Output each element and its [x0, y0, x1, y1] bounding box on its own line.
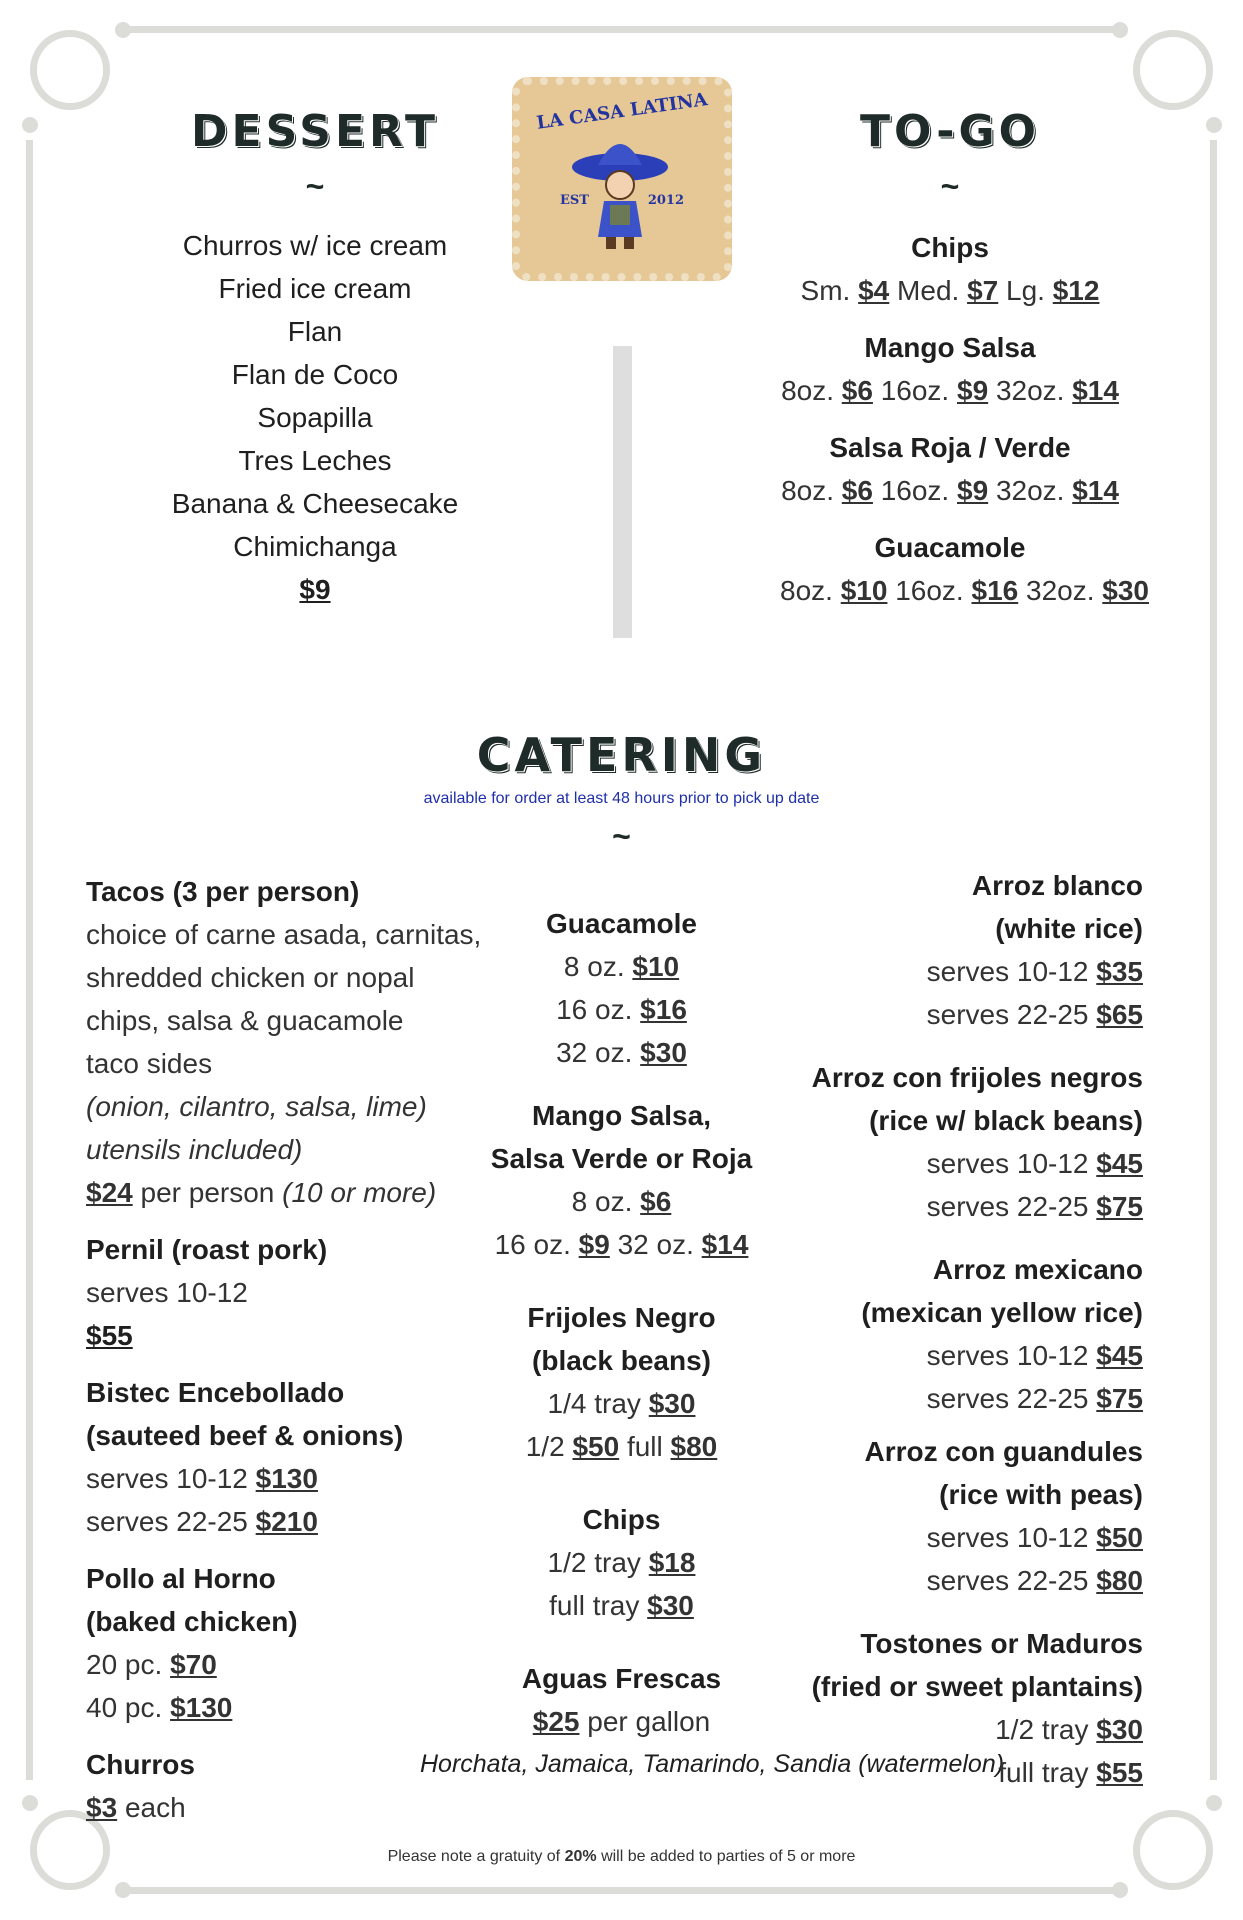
price: $14: [701, 1229, 749, 1260]
ornament-dot: [1206, 117, 1222, 133]
catering-right-column: [800, 864, 1143, 1794]
size-label: 1/2 tray: [995, 1714, 1089, 1745]
size-label: 1/2 tray: [547, 1547, 641, 1578]
item-description: utensils included): [86, 1134, 303, 1165]
item-description: choice of carne asada, carnitas,: [86, 919, 482, 950]
price: $30: [648, 1388, 696, 1419]
size-label: 1/4 tray: [547, 1388, 641, 1419]
price: $30: [1102, 575, 1149, 606]
serves-label: serves 22-25: [926, 999, 1089, 1030]
ornament-dot: [22, 1795, 38, 1811]
catering-item-name: Arroz con frijoles negros: [811, 1062, 1143, 1093]
dessert-item: Sopapilla: [257, 402, 373, 433]
catering-item-name: Mango Salsa,: [532, 1100, 711, 1131]
catering-item-name: Bistec Encebollado: [86, 1377, 345, 1408]
price: $3: [86, 1792, 118, 1823]
dessert-item: Fried ice cream: [218, 273, 412, 304]
size-label: 8oz.: [781, 475, 834, 506]
serves-label: serves 10-12: [926, 1148, 1089, 1179]
price: $9: [957, 475, 989, 506]
size-label: full: [626, 1431, 663, 1462]
frame-right: [1210, 140, 1217, 1780]
price: $6: [841, 475, 873, 506]
price: $9: [957, 375, 989, 406]
item-description: shredded chicken or nopal: [86, 962, 415, 993]
price: $10: [840, 575, 888, 606]
size-label: 20 pc.: [86, 1649, 163, 1680]
dessert-item: Tres Leches: [238, 445, 392, 476]
logo-year: 2012: [647, 193, 684, 208]
price: $75: [1096, 1191, 1143, 1222]
catering-item-name: Churros: [86, 1749, 195, 1780]
price: $130: [170, 1692, 233, 1723]
price: $50: [1096, 1522, 1143, 1553]
price: $24: [86, 1177, 133, 1208]
catering-heading: CATERING: [476, 728, 767, 782]
dessert-list: [140, 224, 490, 611]
size-label: 8 oz.: [563, 951, 625, 982]
price: $55: [1096, 1757, 1143, 1788]
catering-item-name: Frijoles Negro: [527, 1302, 716, 1333]
catering-item-name: Chips: [582, 1504, 661, 1535]
ornament-dot: [1112, 22, 1128, 38]
ornament-dot: [1206, 1795, 1222, 1811]
size-label: 40 pc.: [86, 1692, 163, 1723]
frame-top: [130, 26, 1113, 33]
togo-heading: TO-GO: [859, 106, 1040, 157]
gratuity-text: will be added to parties of 5 or more: [601, 1848, 856, 1865]
catering-subtitle: available for order at least 48 hours prior to pick up date: [423, 790, 820, 807]
item-description: chips, salsa & guacamole: [86, 1005, 404, 1036]
gratuity-percent: 20%: [564, 1848, 597, 1865]
size-label: 16oz.: [895, 575, 964, 606]
catering-item-name: Salsa Verde or Roja: [490, 1143, 753, 1174]
price: $16: [971, 575, 1019, 606]
price: $30: [1096, 1714, 1143, 1745]
item-description: (fried or sweet plantains): [811, 1671, 1143, 1702]
item-description: (sauteed beef & onions): [86, 1420, 404, 1451]
logo-est: EST: [560, 193, 589, 208]
size-label: 1/2: [525, 1431, 565, 1462]
restaurant-logo: [512, 77, 732, 281]
catering-left-column: [86, 870, 482, 1829]
item-description: (rice with peas): [939, 1479, 1143, 1510]
ornament-dot: [115, 1882, 131, 1898]
price: $65: [1096, 999, 1143, 1030]
price: $7: [967, 275, 999, 306]
size-label: 32oz.: [1026, 575, 1095, 606]
togo-list: [780, 226, 1149, 612]
corner-ornament-tl: [30, 30, 110, 110]
item-description: (rice w/ black beans): [869, 1105, 1143, 1136]
size-label: 16 oz.: [556, 994, 633, 1025]
togo-item-name: Guacamole: [874, 532, 1026, 563]
price: $10: [632, 951, 680, 982]
item-description: (onion, cilantro, salsa, lime): [86, 1091, 427, 1122]
frame-bottom: [130, 1887, 1113, 1894]
dessert-item: Flan de Coco: [231, 359, 399, 390]
togo-item-name: Chips: [911, 232, 989, 263]
catering-item-name: Arroz mexicano: [932, 1254, 1143, 1285]
serves-label: serves 22-25: [926, 1383, 1089, 1414]
size-label: Lg.: [1006, 275, 1045, 306]
corner-ornament-br: [1133, 1810, 1213, 1890]
ornament-dot: [115, 22, 131, 38]
catering-item-name: Aguas Frescas: [521, 1663, 722, 1694]
frame-left: [26, 140, 33, 1780]
serves-label: serves 10-12: [926, 956, 1089, 987]
price: $55: [86, 1320, 133, 1351]
size-label: Sm.: [800, 275, 851, 306]
price: $12: [1052, 275, 1100, 306]
dessert-item: Churros w/ ice cream: [182, 230, 448, 261]
serves-label: serves 10-12: [926, 1522, 1089, 1553]
serves-label: serves 10-12: [86, 1277, 248, 1308]
catering-item-name: Tostones or Maduros: [860, 1628, 1143, 1659]
serves-label: serves 22-25: [86, 1506, 248, 1537]
price: $4: [858, 275, 890, 306]
size-label: 16 oz.: [494, 1229, 571, 1260]
sombrero-figure-icon: [520, 85, 724, 273]
price-unit: per gallon: [587, 1706, 711, 1737]
serves-label: serves 22-25: [926, 1191, 1089, 1222]
price: $45: [1096, 1340, 1143, 1371]
size-label: 32oz.: [995, 475, 1065, 506]
price: $16: [640, 994, 687, 1025]
price: $25: [532, 1706, 580, 1737]
size-label: full tray: [549, 1590, 640, 1621]
size-label: 32oz.: [995, 375, 1065, 406]
corner-ornament-tr: [1133, 30, 1213, 110]
dessert-heading: DESSERT: [191, 106, 439, 157]
catering-item-name: Pollo al Horno: [86, 1563, 276, 1594]
price: $6: [640, 1186, 672, 1217]
price: $70: [170, 1649, 217, 1680]
catering-item-name: Arroz blanco: [971, 870, 1143, 901]
size-label: 32 oz.: [556, 1037, 633, 1068]
size-label: 8oz.: [780, 575, 833, 606]
price: $6: [841, 375, 873, 406]
price-unit: each: [124, 1792, 186, 1823]
minimum-note: (10 or more): [282, 1177, 437, 1208]
catering-item-name: Arroz con guandules: [864, 1436, 1143, 1467]
dessert-tilde: ~: [305, 168, 325, 204]
item-description: (baked chicken): [86, 1606, 298, 1637]
item-description: (white rice): [995, 913, 1143, 944]
serves-label: serves 10-12: [926, 1340, 1089, 1371]
catering-tilde: ~: [612, 818, 631, 854]
size-label: full tray: [998, 1757, 1089, 1788]
dessert-item: Flan: [287, 316, 343, 347]
catering-item-name: Tacos (3 per person): [86, 876, 360, 907]
column-divider: [613, 346, 632, 638]
dessert-item: Chimichanga: [233, 531, 397, 562]
serves-label: serves 10-12: [86, 1463, 248, 1494]
item-description: taco sides: [86, 1048, 213, 1079]
price: $50: [572, 1431, 620, 1462]
catering-item-name: Pernil (roast pork): [86, 1234, 328, 1265]
togo-tilde: ~: [940, 168, 960, 204]
size-label: 16oz.: [880, 375, 950, 406]
dessert-price: $9: [299, 574, 331, 605]
price: $210: [255, 1506, 318, 1537]
size-label: 8 oz.: [571, 1186, 633, 1217]
togo-item-name: Mango Salsa: [864, 332, 1036, 363]
togo-item-name: Salsa Roja / Verde: [829, 432, 1071, 463]
serves-label: serves 22-25: [926, 1565, 1089, 1596]
price: $14: [1072, 475, 1119, 506]
price: $80: [670, 1431, 718, 1462]
ornament-dot: [1112, 1882, 1128, 1898]
ornament-dot: [22, 117, 38, 133]
size-label: 16oz.: [880, 475, 950, 506]
aguas-flavors: Horchata, Jamaica, Tamarindo, Sandia (watermelon): [420, 1750, 1005, 1778]
price: $80: [1096, 1565, 1143, 1596]
price: $75: [1096, 1383, 1143, 1414]
dessert-item: Banana & Cheesecake: [171, 488, 459, 519]
gratuity-text: Please note a gratuity of: [387, 1848, 561, 1865]
size-label: 8oz.: [781, 375, 834, 406]
size-label: Med.: [897, 275, 960, 306]
price: $9: [578, 1229, 610, 1260]
logo-name: LA CASA LATINA: [535, 89, 709, 134]
price: $45: [1096, 1148, 1143, 1179]
size-label: 32 oz.: [617, 1229, 694, 1260]
price: $14: [1072, 375, 1119, 406]
gratuity-note: [300, 1848, 943, 1866]
catering-item-name: Guacamole: [546, 908, 697, 939]
price-unit: per person: [140, 1177, 275, 1208]
item-description: (mexican yellow rice): [861, 1297, 1143, 1328]
item-description: (black beans): [532, 1345, 711, 1376]
price: $30: [640, 1037, 687, 1068]
price: $35: [1096, 956, 1143, 987]
price: $130: [255, 1463, 318, 1494]
price: $30: [647, 1590, 694, 1621]
price: $18: [648, 1547, 696, 1578]
